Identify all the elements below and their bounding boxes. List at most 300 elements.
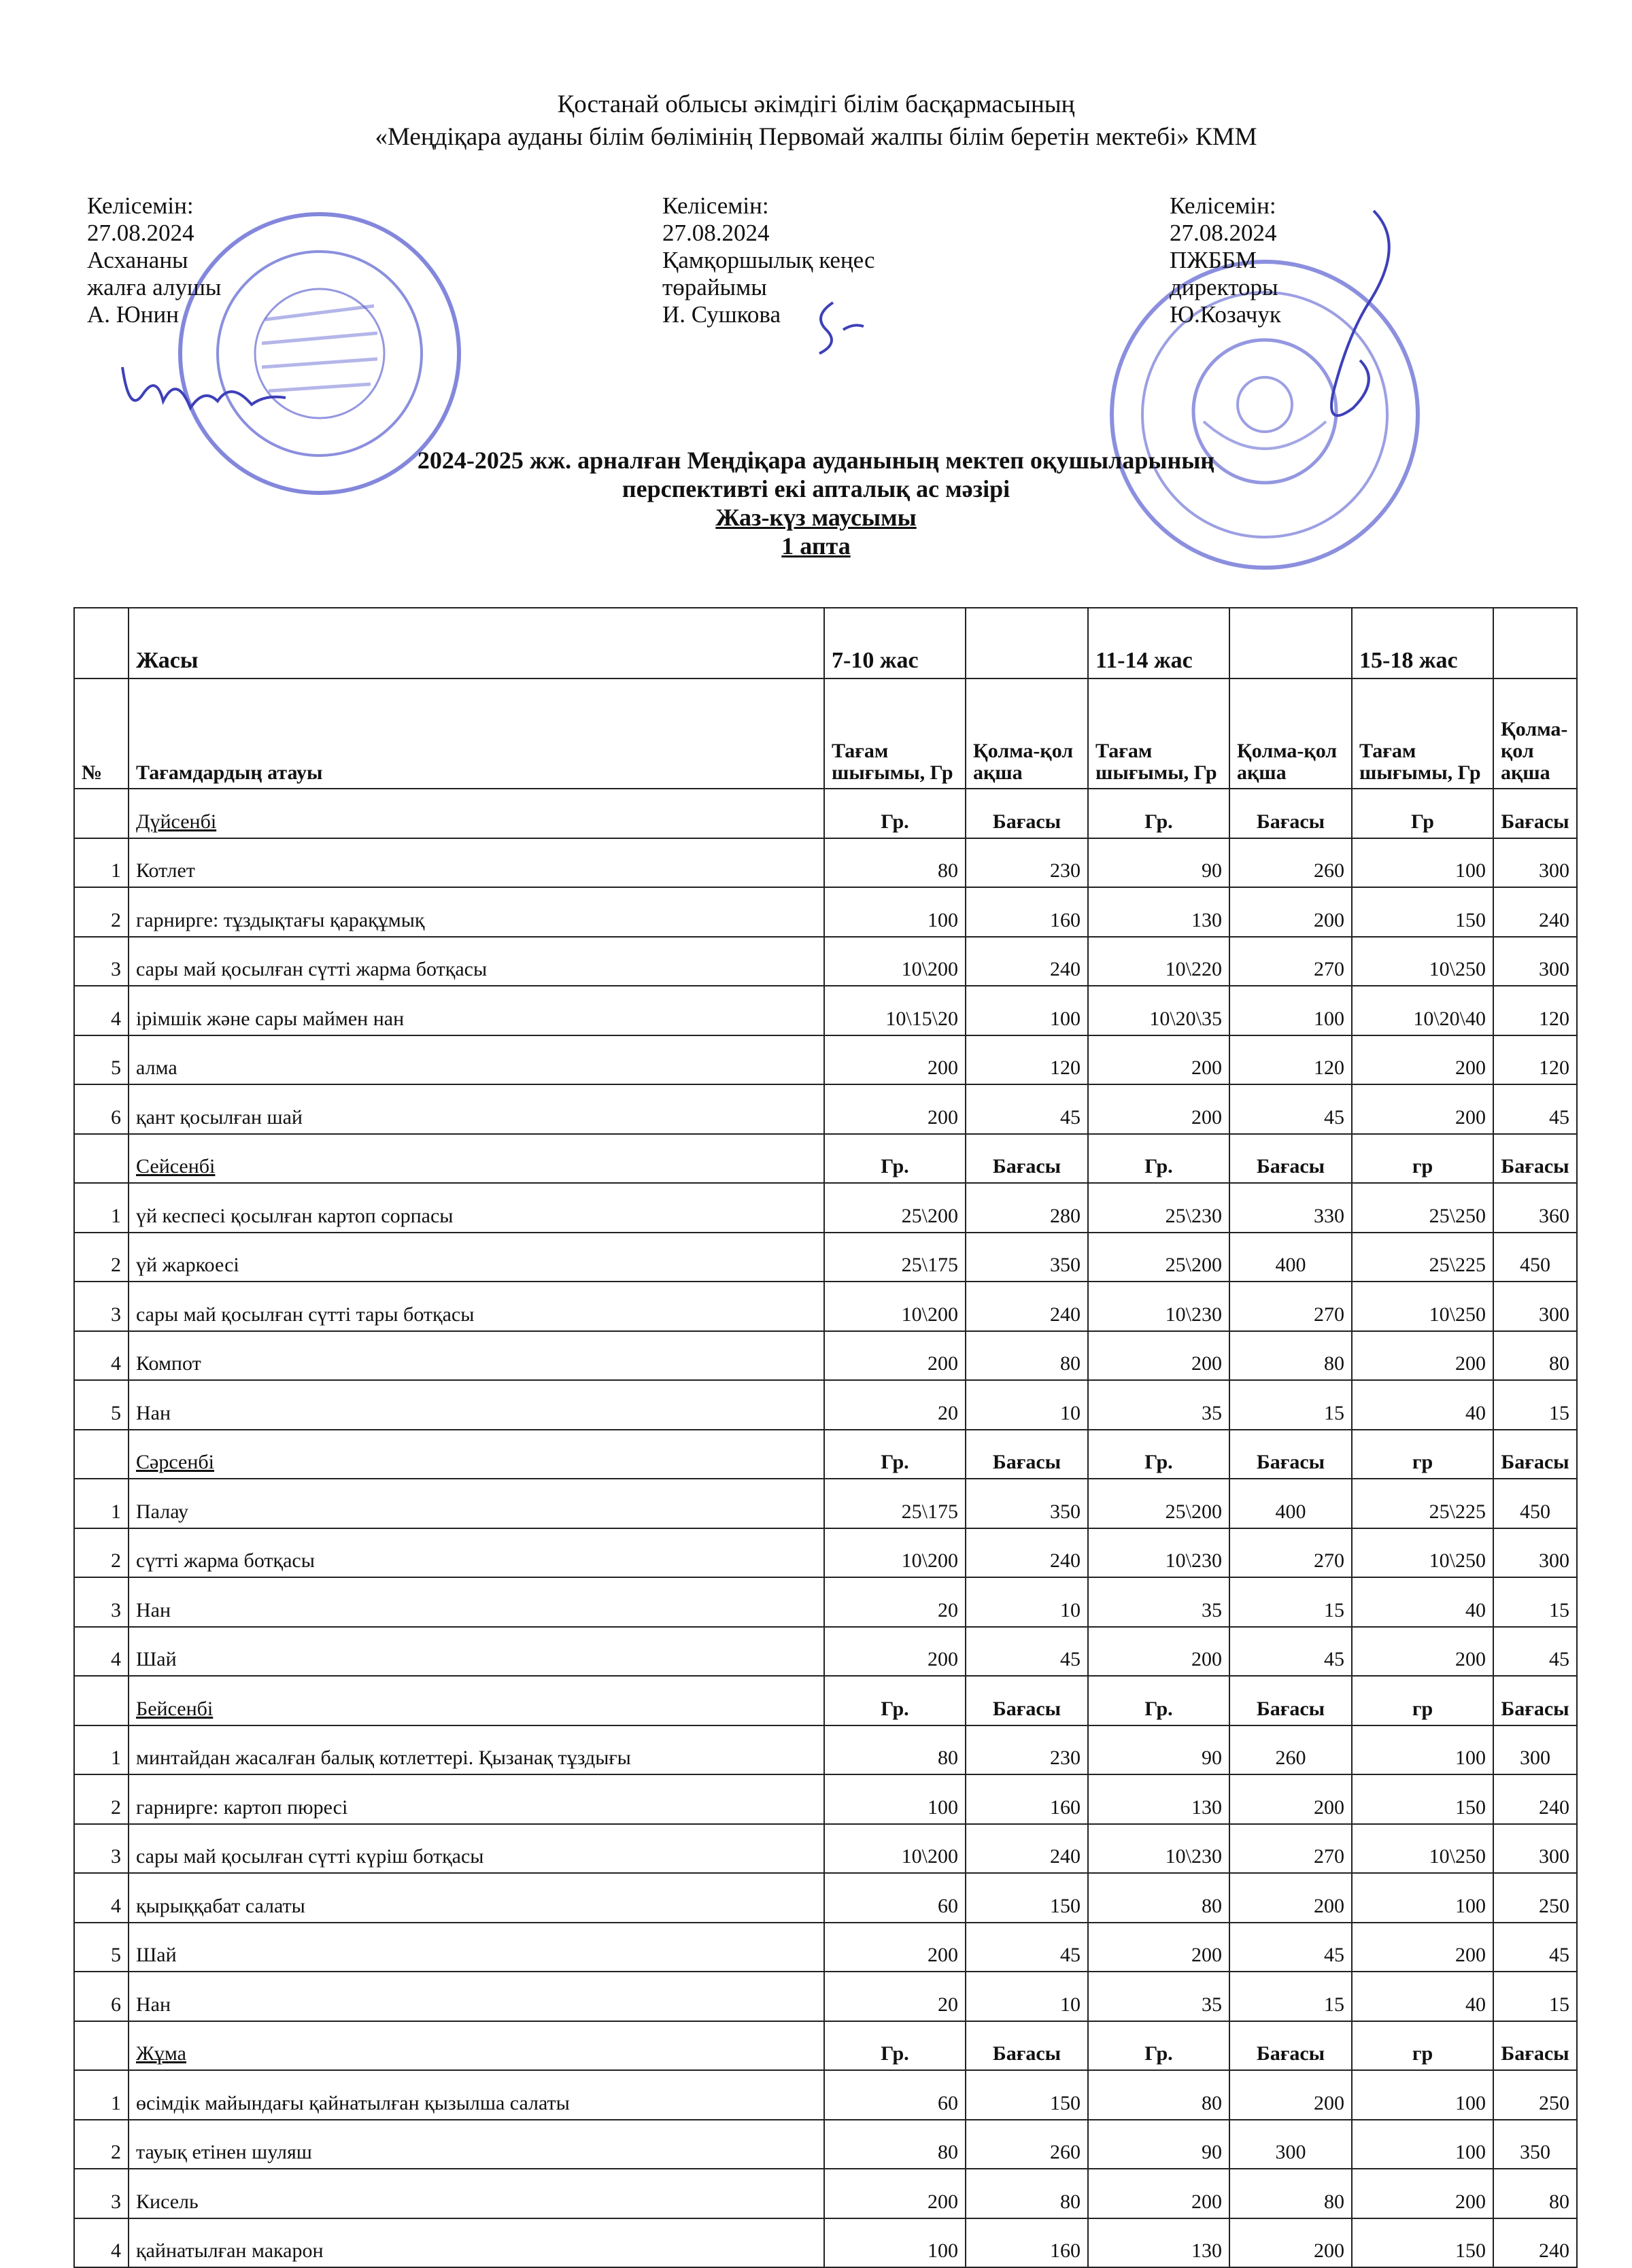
yield-value: 25\230 <box>1088 1183 1229 1233</box>
table-row <box>74 1035 1577 1085</box>
unit-column-label: Гр. <box>1088 1134 1229 1184</box>
yield-value: 200 <box>1088 1331 1229 1381</box>
price-value: 300 <box>1229 2120 1352 2169</box>
day-name: Жұма <box>129 2021 824 2071</box>
price-value: 300 <box>1493 1282 1577 1331</box>
price-value: 100 <box>1229 986 1352 1035</box>
price-value: 300 <box>1493 838 1577 888</box>
price-value: 450 <box>1493 1479 1577 1528</box>
row-number: 4 <box>74 1627 129 1677</box>
table-row <box>74 1183 1577 1233</box>
dish-name: ірімшік және сары маймен нан <box>129 986 824 1035</box>
price-value: 300 <box>1493 1528 1577 1578</box>
price-value: 150 <box>966 2070 1088 2120</box>
day-number-cell <box>74 2021 129 2071</box>
unit-column-label: Гр. <box>824 2021 966 2071</box>
yield-value: 25\200 <box>1088 1479 1229 1528</box>
row-number: 2 <box>74 2120 129 2169</box>
price-value: 80 <box>1493 2169 1577 2218</box>
dish-name: Кисель <box>129 2169 824 2218</box>
price-value: 45 <box>966 1084 1088 1134</box>
yield-value: 20 <box>824 1577 966 1627</box>
approval-date: 27.08.2024 <box>1170 220 1277 246</box>
dish-name: алма <box>129 1035 824 1085</box>
yield-value: 10\200 <box>824 1824 966 1874</box>
yield-value: 200 <box>1088 1035 1229 1085</box>
approval-block-tenant <box>87 192 221 328</box>
dish-name: өсімдік майындағы қайнатылған қызылша салаты <box>129 2070 824 2120</box>
document-header <box>0 88 1632 154</box>
dish-name: Нан <box>129 1972 824 2021</box>
approval-label: Келісемін: <box>1170 192 1276 219</box>
price-value: 260 <box>1229 1725 1352 1775</box>
price-value: 15 <box>1493 1380 1577 1430</box>
price-column-header: Қолма-қол ақша <box>1229 678 1352 789</box>
yield-value: 25\225 <box>1352 1233 1493 1282</box>
price-value: 280 <box>966 1183 1088 1233</box>
header-line-2: «Меңдіқара ауданы білім бөлімінің Первомай жалпы білім беретін мектебі» КММ <box>375 123 1257 151</box>
yield-value: 25\225 <box>1352 1479 1493 1528</box>
yield-value: 40 <box>1352 1972 1493 2021</box>
approval-name: Ю.Козачук <box>1170 301 1281 328</box>
row-number: 4 <box>74 2218 129 2268</box>
row-number: 6 <box>74 1972 129 2021</box>
yield-column-header: Тағам шығымы, Гр <box>824 678 966 789</box>
yield-value: 80 <box>1088 1873 1229 1923</box>
unit-column-label: Гр. <box>1088 1430 1229 1479</box>
price-column-label: Бағасы <box>966 1430 1088 1479</box>
price-column-label: Бағасы <box>1493 2021 1577 2071</box>
price-column-label: Бағасы <box>1493 1430 1577 1479</box>
price-column-label: Бағасы <box>1229 1430 1352 1479</box>
yield-value: 200 <box>1352 1331 1493 1381</box>
yield-value: 80 <box>1088 2070 1229 2120</box>
dish-name: гарнирге: картоп пюресі <box>129 1774 824 1824</box>
table-row <box>74 1923 1577 1972</box>
dish-name: Палау <box>129 1479 824 1528</box>
day-name: Дүйсенбі <box>129 789 824 838</box>
yield-value: 60 <box>824 1873 966 1923</box>
yield-value: 200 <box>1352 1035 1493 1085</box>
yield-value: 40 <box>1352 1577 1493 1627</box>
price-value: 45 <box>966 1627 1088 1677</box>
yield-value: 90 <box>1088 838 1229 888</box>
day-header-row <box>74 1676 1577 1725</box>
row-number: 4 <box>74 986 129 1035</box>
table-row <box>74 2120 1577 2169</box>
yield-value: 10\20\40 <box>1352 986 1493 1035</box>
yield-value: 200 <box>824 2169 966 2218</box>
row-number: 2 <box>74 1774 129 1824</box>
dish-name: үй кеспесі қосылған картоп сорпасы <box>129 1183 824 1233</box>
unit-column-label: гр <box>1352 1430 1493 1479</box>
dish-name: сары май қосылған сүтті күріш ботқасы <box>129 1824 824 1874</box>
yield-value: 25\200 <box>1088 1233 1229 1282</box>
price-value: 120 <box>1493 1035 1577 1085</box>
dish-name: гарнирге: тұздықтағы қарақұмық <box>129 887 824 937</box>
day-number-cell <box>74 1134 129 1184</box>
price-value: 300 <box>1493 937 1577 986</box>
yield-value: 100 <box>1352 1725 1493 1775</box>
title-line-1: 2024-2025 жж. арналған Меңдіқара ауданының мектеп оқушыларының <box>417 447 1215 474</box>
table-row <box>74 1577 1577 1627</box>
approval-name: И. Сушкова <box>662 301 781 328</box>
price-column-label: Бағасы <box>1493 1134 1577 1184</box>
number-column-header: № <box>74 678 129 789</box>
yield-value: 25\175 <box>824 1479 966 1528</box>
price-column-label: Бағасы <box>966 789 1088 838</box>
table-row <box>74 838 1577 888</box>
dish-name: Котлет <box>129 838 824 888</box>
unit-column-label: гр <box>1352 1676 1493 1725</box>
price-value: 330 <box>1229 1183 1352 1233</box>
yield-value: 10\15\20 <box>824 986 966 1035</box>
day-name: Бейсенбі <box>129 1676 824 1725</box>
price-value: 400 <box>1229 1233 1352 1282</box>
yield-value: 10\250 <box>1352 1824 1493 1874</box>
price-value: 80 <box>1229 1331 1352 1381</box>
table-row <box>74 986 1577 1035</box>
table-row <box>74 1627 1577 1677</box>
approval-label: Келісемін: <box>662 192 769 219</box>
day-header-row <box>74 789 1577 838</box>
price-value: 200 <box>1229 2070 1352 2120</box>
approval-label: Келісемін: <box>87 192 194 219</box>
price-value: 250 <box>1493 1873 1577 1923</box>
dish-name: сары май қосылған сүтті тары ботқасы <box>129 1282 824 1331</box>
price-value: 100 <box>966 986 1088 1035</box>
price-value: 200 <box>1229 887 1352 937</box>
price-value: 45 <box>1493 1627 1577 1677</box>
yield-value: 10\220 <box>1088 937 1229 986</box>
price-value: 10 <box>966 1577 1088 1627</box>
price-column-header: Қолма-қол ақша <box>966 678 1088 789</box>
approval-name: А. Юнин <box>87 301 179 328</box>
yield-value: 130 <box>1088 1774 1229 1824</box>
season-label: Жаз-күз маусымы <box>715 504 917 531</box>
price-value: 120 <box>1229 1035 1352 1085</box>
price-value: 45 <box>966 1923 1088 1972</box>
unit-column-label: Гр. <box>1088 1676 1229 1725</box>
row-number: 6 <box>74 1084 129 1134</box>
row-number: 3 <box>74 937 129 986</box>
table-row <box>74 1282 1577 1331</box>
price-value: 45 <box>1493 1084 1577 1134</box>
table-row <box>74 1479 1577 1528</box>
approval-role: Асхананы <box>87 247 188 273</box>
yield-column-header: Тағам шығымы, Гр <box>1088 678 1229 789</box>
table-row <box>74 2169 1577 2218</box>
row-number: 1 <box>74 1479 129 1528</box>
yield-value: 200 <box>824 1331 966 1381</box>
price-value: 240 <box>966 1528 1088 1578</box>
yield-value: 100 <box>824 1774 966 1824</box>
row-number: 4 <box>74 1331 129 1381</box>
yield-value: 35 <box>1088 1972 1229 2021</box>
price-value: 200 <box>1229 1774 1352 1824</box>
yield-value: 200 <box>1088 1923 1229 1972</box>
yield-value: 20 <box>824 1972 966 2021</box>
yield-value: 10\230 <box>1088 1824 1229 1874</box>
row-number: 3 <box>74 1282 129 1331</box>
yield-value: 200 <box>1088 1084 1229 1134</box>
header-cell <box>1493 608 1577 678</box>
price-column-label: Бағасы <box>966 1134 1088 1184</box>
table-row <box>74 1725 1577 1775</box>
price-value: 150 <box>966 1873 1088 1923</box>
dish-name: Шай <box>129 1923 824 1972</box>
price-column-label: Бағасы <box>1493 1676 1577 1725</box>
week-label: 1 апта <box>781 532 851 560</box>
yield-value: 200 <box>1352 1923 1493 1972</box>
unit-column-label: Гр. <box>824 1430 966 1479</box>
yield-value: 35 <box>1088 1577 1229 1627</box>
table-row <box>74 1380 1577 1430</box>
yield-value: 200 <box>1352 1627 1493 1677</box>
yield-value: 10\250 <box>1352 1282 1493 1331</box>
approval-role: ПЖББМ <box>1170 247 1257 273</box>
yield-value: 200 <box>1352 1084 1493 1134</box>
dish-name: минтайдан жасалған балық котлеттері. Қызанақ тұздығы <box>129 1725 824 1775</box>
table-row <box>74 1528 1577 1578</box>
yield-value: 25\175 <box>824 1233 966 1282</box>
price-value: 160 <box>966 887 1088 937</box>
price-value: 350 <box>1493 2120 1577 2169</box>
yield-value: 10\20\35 <box>1088 986 1229 1035</box>
signature-yunin <box>116 354 292 428</box>
yield-value: 80 <box>824 838 966 888</box>
day-number-cell <box>74 789 129 838</box>
unit-column-label: Гр. <box>1088 2021 1229 2071</box>
yield-value: 10\200 <box>824 937 966 986</box>
yield-value: 10\230 <box>1088 1528 1229 1578</box>
dish-name: сүтті жарма ботқасы <box>129 1528 824 1578</box>
yield-value: 100 <box>1352 2070 1493 2120</box>
price-value: 300 <box>1493 1725 1577 1775</box>
age-header-label: Жасы <box>129 608 824 678</box>
yield-column-header: Тағам шығымы, Гр <box>1352 678 1493 789</box>
price-value: 45 <box>1493 1923 1577 1972</box>
yield-value: 100 <box>824 887 966 937</box>
row-number: 3 <box>74 1577 129 1627</box>
table-row <box>74 1873 1577 1923</box>
dish-name: Компот <box>129 1331 824 1381</box>
table-row <box>74 2070 1577 2120</box>
price-value: 270 <box>1229 1282 1352 1331</box>
yield-value: 100 <box>824 2218 966 2268</box>
price-value: 15 <box>1493 1972 1577 2021</box>
price-value: 80 <box>1229 2169 1352 2218</box>
approval-block-director <box>1170 192 1281 328</box>
age-group-3: 15-18 жас <box>1352 608 1493 678</box>
price-value: 160 <box>966 1774 1088 1824</box>
approval-block-council <box>662 192 875 328</box>
title-line-2: перспективті екі апталық ас мәзірі <box>622 475 1010 502</box>
unit-column-label: Гр. <box>1088 789 1229 838</box>
price-value: 350 <box>966 1233 1088 1282</box>
price-value: 80 <box>1493 1331 1577 1381</box>
age-group-1: 7-10 жас <box>824 608 966 678</box>
yield-value: 90 <box>1088 1725 1229 1775</box>
yield-value: 10\250 <box>1352 1528 1493 1578</box>
table-row <box>74 1774 1577 1824</box>
price-value: 270 <box>1229 937 1352 986</box>
row-number: 1 <box>74 2070 129 2120</box>
yield-value: 35 <box>1088 1380 1229 1430</box>
table-row <box>74 937 1577 986</box>
row-number: 2 <box>74 887 129 937</box>
dish-name: қант қосылған шай <box>129 1084 824 1134</box>
price-value: 80 <box>966 1331 1088 1381</box>
yield-value: 150 <box>1352 2218 1493 2268</box>
unit-column-label: гр <box>1352 1134 1493 1184</box>
row-number: 2 <box>74 1528 129 1578</box>
price-value: 240 <box>1493 1774 1577 1824</box>
yield-value: 150 <box>1352 1774 1493 1824</box>
price-value: 250 <box>1493 2070 1577 2120</box>
header-cell <box>74 608 129 678</box>
dish-name: қайнатылған макарон <box>129 2218 824 2268</box>
price-value: 270 <box>1229 1528 1352 1578</box>
dish-column-header: Тағамдардың атауы <box>129 678 824 789</box>
price-column-header: Қолма-қол ақша <box>1493 678 1577 789</box>
day-header-row <box>74 1430 1577 1479</box>
row-number: 1 <box>74 838 129 888</box>
approval-date: 27.08.2024 <box>87 220 194 246</box>
table-header-row-age <box>74 608 1577 678</box>
unit-column-label: гр <box>1352 2021 1493 2071</box>
price-column-label: Бағасы <box>1493 789 1577 838</box>
price-value: 120 <box>1493 986 1577 1035</box>
yield-value: 60 <box>824 2070 966 2120</box>
table-row <box>74 1233 1577 1282</box>
yield-value: 130 <box>1088 887 1229 937</box>
day-name: Сәрсенбі <box>129 1430 824 1479</box>
yield-value: 25\200 <box>824 1183 966 1233</box>
price-value: 45 <box>1229 1084 1352 1134</box>
day-number-cell <box>74 1430 129 1479</box>
day-header-row <box>74 2021 1577 2071</box>
price-value: 240 <box>1493 887 1577 937</box>
header-line-1: Қостанай облысы әкімдігі білім басқармасының <box>557 90 1075 118</box>
price-value: 240 <box>966 937 1088 986</box>
yield-value: 130 <box>1088 2218 1229 2268</box>
day-name: Сейсенбі <box>129 1134 824 1184</box>
dish-name: Шай <box>129 1627 824 1677</box>
price-column-label: Бағасы <box>1229 1676 1352 1725</box>
yield-value: 200 <box>824 1923 966 1972</box>
unit-column-label: Гр. <box>824 1676 966 1725</box>
price-value: 45 <box>1229 1627 1352 1677</box>
yield-value: 200 <box>1088 2169 1229 2218</box>
price-value: 230 <box>966 838 1088 888</box>
price-value: 360 <box>1493 1183 1577 1233</box>
approval-date: 27.08.2024 <box>662 220 770 246</box>
row-number: 3 <box>74 1824 129 1874</box>
price-value: 230 <box>966 1725 1088 1775</box>
price-column-label: Бағасы <box>1229 789 1352 838</box>
table-row <box>74 1824 1577 1874</box>
unit-column-label: Гр <box>1352 789 1493 838</box>
row-number: 1 <box>74 1725 129 1775</box>
price-value: 160 <box>966 2218 1088 2268</box>
row-number: 5 <box>74 1923 129 1972</box>
yield-value: 10\200 <box>824 1528 966 1578</box>
yield-value: 10\230 <box>1088 1282 1229 1331</box>
dish-name: Нан <box>129 1380 824 1430</box>
dish-name: сары май қосылған сүтті жарма ботқасы <box>129 937 824 986</box>
yield-value: 80 <box>824 2120 966 2169</box>
price-value: 10 <box>966 1972 1088 2021</box>
price-column-label: Бағасы <box>1229 2021 1352 2071</box>
price-value: 300 <box>1493 1824 1577 1874</box>
approval-section <box>0 192 1632 349</box>
row-number: 5 <box>74 1035 129 1085</box>
price-value: 10 <box>966 1380 1088 1430</box>
price-column-label: Бағасы <box>1229 1134 1352 1184</box>
age-group-2: 11-14 жас <box>1088 608 1229 678</box>
price-value: 200 <box>1229 2218 1352 2268</box>
approval-role: төрайымы <box>662 274 767 300</box>
price-value: 15 <box>1229 1380 1352 1430</box>
price-column-label: Бағасы <box>966 2021 1088 2071</box>
dish-name: қырыққабат салаты <box>129 1873 824 1923</box>
price-value: 15 <box>1493 1577 1577 1627</box>
yield-value: 100 <box>1352 2120 1493 2169</box>
menu-table <box>73 607 1578 2268</box>
price-value: 15 <box>1229 1972 1352 2021</box>
price-value: 240 <box>1493 2218 1577 2268</box>
yield-value: 40 <box>1352 1380 1493 1430</box>
header-cell <box>966 608 1088 678</box>
price-column-label: Бағасы <box>966 1676 1088 1725</box>
approval-role: жалға алушы <box>87 274 222 300</box>
yield-value: 25\250 <box>1352 1183 1493 1233</box>
unit-column-label: Гр. <box>824 789 966 838</box>
price-value: 45 <box>1229 1923 1352 1972</box>
day-header-row <box>74 1134 1577 1184</box>
table-row <box>74 1084 1577 1134</box>
row-number: 4 <box>74 1873 129 1923</box>
yield-value: 100 <box>1352 1873 1493 1923</box>
price-value: 240 <box>966 1824 1088 1874</box>
price-value: 200 <box>1229 1873 1352 1923</box>
row-number: 5 <box>74 1380 129 1430</box>
yield-value: 150 <box>1352 887 1493 937</box>
yield-value: 200 <box>1088 1627 1229 1677</box>
price-value: 260 <box>1229 838 1352 888</box>
price-value: 240 <box>966 1282 1088 1331</box>
price-value: 270 <box>1229 1824 1352 1874</box>
header-cell <box>1229 608 1352 678</box>
dish-name: Нан <box>129 1577 824 1627</box>
row-number: 1 <box>74 1183 129 1233</box>
row-number: 2 <box>74 1233 129 1282</box>
unit-column-label: Гр. <box>824 1134 966 1184</box>
yield-value: 90 <box>1088 2120 1229 2169</box>
yield-value: 200 <box>824 1627 966 1677</box>
table-header-row-columns <box>74 678 1577 789</box>
table-row <box>74 2218 1577 2268</box>
price-value: 260 <box>966 2120 1088 2169</box>
yield-value: 100 <box>1352 838 1493 888</box>
approval-role: Қамқоршылық кеңес <box>662 247 875 273</box>
table-row <box>74 887 1577 937</box>
approval-role: директоры <box>1170 274 1278 300</box>
price-value: 15 <box>1229 1577 1352 1627</box>
yield-value: 80 <box>824 1725 966 1775</box>
price-value: 350 <box>966 1479 1088 1528</box>
